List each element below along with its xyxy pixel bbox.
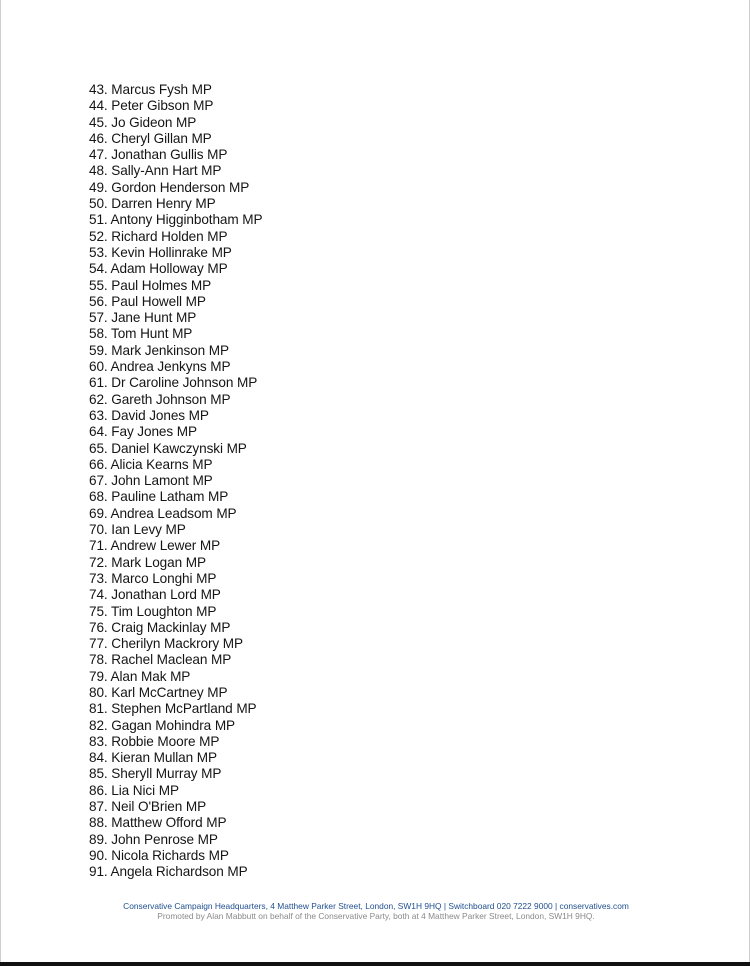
- list-item: 80. Karl McCartney MP: [89, 684, 228, 700]
- page-bottom-border: [0, 962, 750, 966]
- list-item: 71. Andrew Lewer MP: [89, 538, 221, 554]
- list-item: 85. Sheryll Murray MP: [89, 766, 222, 782]
- list-item: 75. Tim Loughton MP: [89, 603, 217, 619]
- list-item: 73. Marco Longhi MP: [89, 570, 217, 586]
- list-item: 89. John Penrose MP: [89, 831, 218, 847]
- list-item: 54. Adam Holloway MP: [89, 261, 228, 277]
- list-item: 82. Gagan Mohindra MP: [89, 717, 236, 733]
- mp-names-list: [89, 82, 262, 881]
- list-item: 61. Dr Caroline Johnson MP: [89, 375, 258, 391]
- list-item: 55. Paul Holmes MP: [89, 277, 212, 293]
- list-item: 46. Cheryl Gillan MP: [89, 130, 212, 146]
- list-item: 63. David Jones MP: [89, 407, 209, 423]
- list-item: 76. Craig Mackinlay MP: [89, 619, 231, 635]
- list-item: 69. Andrea Leadsom MP: [89, 505, 237, 521]
- list-item: 44. Peter Gibson MP: [89, 98, 214, 114]
- list-item: 78. Rachel Maclean MP: [89, 652, 232, 668]
- list-item: 59. Mark Jenkinson MP: [89, 342, 229, 358]
- list-item: 90. Nicola Richards MP: [89, 847, 229, 863]
- list-item: 58. Tom Hunt MP: [89, 326, 193, 342]
- list-item: 60. Andrea Jenkyns MP: [89, 359, 231, 375]
- list-item: 66. Alicia Kearns MP: [89, 456, 213, 472]
- list-item: 74. Jonathan Lord MP: [89, 587, 221, 603]
- list-item: 45. Jo Gideon MP: [89, 114, 197, 130]
- list-item: 62. Gareth Johnson MP: [89, 391, 231, 407]
- list-item: 64. Fay Jones MP: [89, 424, 197, 440]
- list-item: 70. Ian Levy MP: [89, 522, 186, 538]
- list-item: 88. Matthew Offord MP: [89, 815, 227, 831]
- list-item: 72. Mark Logan MP: [89, 554, 206, 570]
- list-item: 56. Paul Howell MP: [89, 293, 206, 309]
- list-item: 91. Angela Richardson MP: [89, 864, 248, 880]
- list-item: 68. Pauline Latham MP: [89, 489, 229, 505]
- list-item: 53. Kevin Hollinrake MP: [89, 244, 232, 260]
- list-item: 49. Gordon Henderson MP: [89, 179, 250, 195]
- list-item: 87. Neil O'Brien MP: [89, 799, 207, 815]
- footer-imprint: Promoted by Alan Mabbutt on behalf of the Conservative Party, both at 4 Matthew Parker Street, London, SW1H 9HQ.: [157, 911, 595, 921]
- list-item: 81. Stephen McPartland MP: [89, 701, 257, 717]
- list-item: 86. Lia Nici MP: [89, 782, 179, 798]
- list-item: 65. Daniel Kawczynski MP: [89, 440, 247, 456]
- list-item: 57. Jane Hunt MP: [89, 310, 197, 326]
- list-item: 50. Darren Henry MP: [89, 196, 216, 212]
- list-item: 67. John Lamont MP: [89, 473, 213, 489]
- list-item: 79. Alan Mak MP: [89, 668, 191, 684]
- list-item: 43. Marcus Fysh MP: [89, 82, 212, 97]
- list-item: 77. Cherilyn Mackrory MP: [89, 636, 243, 652]
- list-item: 52. Richard Holden MP: [89, 228, 228, 244]
- list-item: 48. Sally-Ann Hart MP: [89, 163, 222, 179]
- list-item: 47. Jonathan Gullis MP: [89, 147, 228, 163]
- footer-address: Conservative Campaign Headquarters, 4 Matthew Parker Street, London, SW1H 9HQ | Switchboard 020 7222 9000 | conservatives.com: [123, 901, 629, 911]
- list-item: 51. Antony Higginbotham MP: [89, 212, 263, 228]
- list-item: 84. Kieran Mullan MP: [89, 750, 217, 766]
- list-item: 83. Robbie Moore MP: [89, 733, 220, 749]
